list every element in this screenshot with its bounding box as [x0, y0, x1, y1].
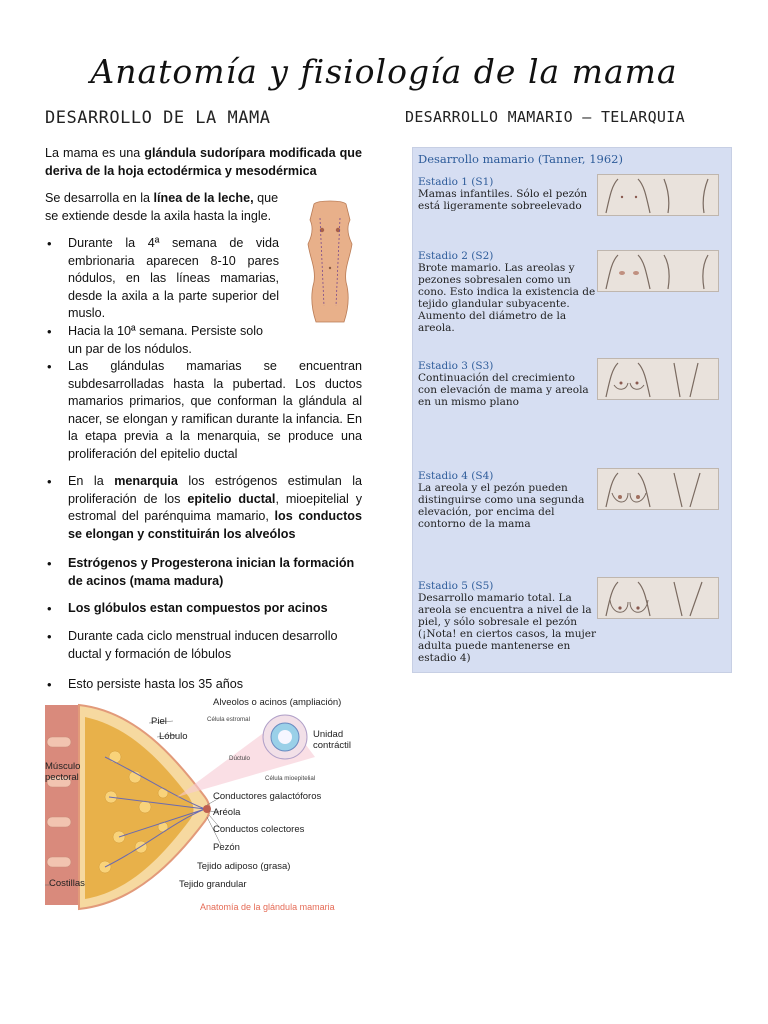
page-title: Anatomía y fisiología de la mama — [90, 52, 678, 91]
label-areola: Aréola — [213, 807, 241, 818]
section-heading-development: DESARROLLO DE LA MAMA — [45, 108, 271, 128]
label-musculo: Músculo — [45, 761, 81, 772]
anatomy-caption: Anatomía de la glándula mamaria — [200, 902, 335, 912]
tanner-title: Desarrollo mamario (Tanner, 1962) — [418, 152, 623, 166]
list-item: • Los glóbulos estan compuestos por acinos — [45, 600, 362, 618]
label-ductulo: Dúctulo — [229, 755, 250, 762]
label-piel: Piel — [151, 716, 167, 727]
stage-5: Estadio 5 (S5) Desarrollo mamario total. La areola se encuentra a nivel de la piel, y sólo sobresale el pezón (¡Nota! en ciertos casos, la mujer adulta puede mantenerse en estadio 4) — [418, 580, 596, 664]
bullet-list — [45, 473, 362, 543]
stage-2-image — [597, 250, 719, 292]
bullet-list — [45, 323, 279, 358]
torso-image — [300, 198, 360, 323]
label-unidad: Unidad — [313, 729, 344, 740]
stage-5-image — [597, 577, 719, 619]
stage-1: Estadio 1 (S1) Mamas infantiles. Sólo el pezón está ligeramente sobreelevado — [418, 176, 588, 212]
label-alveolos: Alveolos o acinos (ampliación) — [213, 697, 342, 708]
list-item: • Esto persiste hasta los 35 años — [45, 676, 362, 694]
list-item: • En la menarquia los estrógenos estimulan la proliferación de los epitelio ductal, mioepitelial y estromal del parénquima mamario, los conductos se elongan y constituirán los alveólos — [45, 473, 362, 543]
stage-3-image — [597, 358, 719, 400]
label-pezon: Pezón — [213, 842, 240, 853]
bullet-list — [45, 676, 362, 694]
bullet-list — [45, 235, 279, 323]
label-costillas: Costillas — [49, 878, 85, 889]
bullet-list — [45, 358, 362, 463]
section-heading-telarche: DESARROLLO MAMARIO – TELARQUIA — [405, 108, 685, 126]
label-colectores: Conductos colectores — [213, 824, 305, 835]
list-item: • Durante cada ciclo menstrual inducen desarrollo ductal y formación de lóbulos — [45, 628, 362, 663]
stage-4-image — [597, 468, 719, 510]
stage-4: Estadio 4 (S4) La areola y el pezón pueden distinguirse como una segunda elevación, por encima del contorno de la mama — [418, 470, 585, 530]
list-item: • Estrógenos y Progesterona inician la formación de acinos (mama madura) — [45, 555, 362, 590]
label-lobulo: Lóbulo — [159, 731, 188, 742]
bullet-list — [45, 555, 362, 590]
bullet-list — [45, 600, 362, 618]
milk-line-paragraph: Se desarrolla en la línea de la leche, que se extiende desde la axila hasta la ingle. — [45, 191, 279, 223]
label-granular: Tejido grandular — [179, 879, 247, 890]
stage-2: Estadio 2 (S2) Brote mamario. Las areolas y pezones sobresalen como un cono. Esto indica la existencia de tejido glandular subyacente. Aumento del diámetro de la areola. — [418, 250, 596, 334]
breast-anatomy-figure — [45, 697, 365, 915]
label-celula-estromal: Célula estromal — [207, 716, 250, 723]
label-celula-mioepitelial: Célula mioepitelial — [265, 775, 316, 782]
stage-1-image — [597, 174, 719, 216]
intro-paragraph: La mama es una glándula sudorípara modificada que deriva de la hoja ectodérmica y mesodérmica — [45, 146, 362, 178]
label-conductores: Conductores galactóforos — [213, 791, 322, 802]
list-item: • Las glándulas mamarias se encuentran subdesarrolladas hasta la pubertad. Los ductos mamarios primarios, que conforman la glándula al nacer, se elongan y ramifican durante la infancia. En la etapa previa a la menarquia, se produce una proliferación del epitelio ductal — [45, 358, 362, 463]
stage-3: Estadio 3 (S3) Continuación del crecimiento con elevación de mama y areola en un mismo plano — [418, 360, 589, 408]
label-contractil: contráctil — [313, 740, 352, 751]
label-adiposo: Tejido adiposo (grasa) — [197, 861, 291, 872]
list-item: • Hacia la 10ª semana. Persiste solo un par de los nódulos. — [45, 323, 279, 358]
bullet-list — [45, 628, 362, 663]
list-item: • Durante la 4ª semana de vida embrionaria aparecen 8-10 pares nódulos, en las líneas mamarias, desde la axila a la parte superior del muslo. — [45, 235, 279, 323]
label-pectoral: pectoral — [45, 772, 79, 783]
